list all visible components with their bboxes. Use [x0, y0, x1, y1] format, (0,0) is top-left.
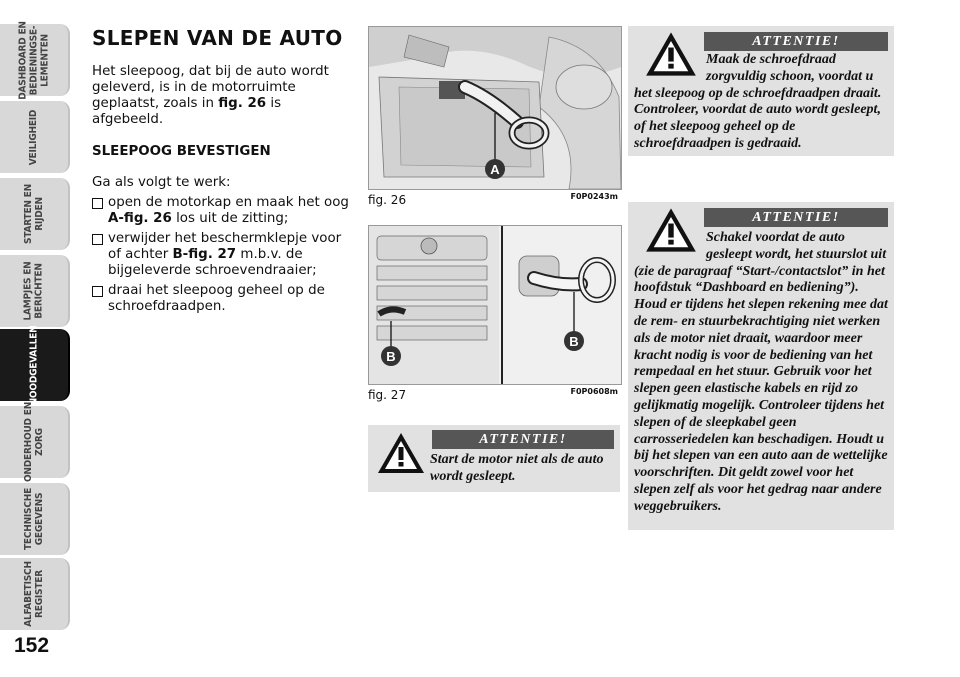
list-item	[92, 231, 352, 279]
tab-label: TECHNISCHE GEGEVENS	[23, 487, 45, 551]
tab-noodgevallen[interactable]	[0, 325, 70, 405]
warning-title: ATTENTIE!	[704, 208, 888, 227]
warning-text: Start de motor niet als de auto wordt gesleept.	[430, 452, 604, 484]
tab-onderhoud[interactable]	[0, 401, 70, 483]
step-figure-ref: B-fig. 27	[172, 247, 237, 262]
tab-starten[interactable]	[0, 178, 70, 250]
figure-code: F0P0608m	[570, 387, 618, 396]
step-figure-ref: A-fig. 26	[108, 211, 172, 226]
warning-box-thread	[628, 26, 894, 156]
figure-code: F0P0243m	[570, 192, 618, 201]
icon-float-spacer	[634, 230, 706, 260]
figure-caption	[368, 192, 620, 208]
warning-text-wrap	[634, 230, 892, 516]
tab-label: ONDERHOUD EN ZORG	[23, 401, 45, 483]
warning-title: ATTENTIE!	[704, 32, 888, 51]
tab-register[interactable]	[0, 558, 70, 630]
warning-title: ATTENTIE!	[432, 430, 614, 449]
main-text-column	[92, 26, 352, 319]
tab-lampjes[interactable]	[0, 255, 70, 327]
step-text: open de motorkap en maak het oog	[108, 195, 349, 210]
callout-a: A	[490, 162, 500, 177]
step-text: verwijder het beschermklepje voor of achter	[108, 231, 342, 262]
tab-technische[interactable]	[0, 483, 70, 555]
page-title: SLEPEN VAN DE AUTO	[92, 26, 343, 50]
step-text-end: los uit de zitting;	[171, 211, 289, 226]
figure-caption	[368, 387, 620, 403]
list-item	[92, 195, 352, 227]
warning-text: Schakel voordat de auto gesleept wordt, het stuurslot uit (zie de paragraaf “Start-/contactslot” in het hoofdstuk “Dashboard en bediening”). Houd er tijdens het slepen rekening mee dat de rem- en stuurbekrachtiging niet werken als de motor niet draait, waardoor meer kracht nodig is voor de bediening van het rempedaal en het stuur. Gebruik voor het slepen geen elastische kabels en rijd zo gelijkmatig mogelijk. Controleer tijdens het slepen of de sleepkabel geen carrosseriedelen kan beschadigen. Houdt u bij het slepen van een auto aan de wettelijke voorschriften. Dit geldt zowel voor het slepen zelf als voor het gedrag naar andere weggebruikers.	[634, 230, 888, 514]
figure-label: fig. 27	[368, 388, 407, 402]
tab-label: ALFABETISCH REGISTER	[23, 561, 45, 627]
tab-veiligheid[interactable]	[0, 101, 70, 173]
step-text-end: m.b.v. de bijgeleverde schroevendraaier;	[108, 247, 317, 278]
tab-label: DASHBOARD EN BEDIENINGSE- LEMENTEN	[17, 20, 51, 100]
warning-box-towing	[628, 202, 894, 530]
callout-b-left: B	[386, 349, 396, 364]
intro-end: is afgebeeld.	[92, 96, 282, 127]
tab-label: VEILIGHEID	[28, 109, 40, 165]
figure-26	[368, 26, 620, 208]
warning-triangle-icon	[376, 431, 426, 475]
steps-list	[92, 195, 352, 315]
warning-text: Maak de schroefdraad zorgvuldig schoon, voordat u het sleepoog op de schroefdraadpen draait. Controleer, voordat de auto wordt gesleept, of het sleepoog geheel op de schroefdraadpen is gedraaid.	[634, 52, 882, 151]
intro-paragraph	[92, 64, 352, 128]
intro-figure-ref: fig. 26	[218, 96, 267, 111]
section-title: SLEEPOOG BEVESTIGEN	[92, 144, 271, 159]
tab-label: STARTEN EN RIJDEN	[23, 184, 45, 244]
step-text: draai het sleepoog geheel op de schroefdraadpen.	[108, 283, 325, 314]
tab-label: NOODGEVALLEN	[28, 325, 40, 405]
checkbox-bullet-icon	[92, 234, 103, 245]
checkbox-bullet-icon	[92, 286, 103, 297]
intro-text: Het sleepoog, dat bij de auto wordt geleverd, is in de motorruimte geplaatst, zoals in	[92, 64, 329, 111]
list-item	[92, 283, 352, 315]
figure-label: fig. 26	[368, 193, 407, 207]
tab-label: LAMPJES EN BERICHTEN	[23, 261, 45, 321]
steps-lead: Ga als volgt te werk:	[92, 175, 231, 190]
callout-b-right: B	[569, 334, 579, 349]
front-bumper-illustration	[368, 225, 622, 385]
warning-box-engine	[368, 425, 620, 492]
tab-dashboard[interactable]	[0, 20, 70, 100]
figure-27	[368, 225, 620, 403]
warning-text-wrap	[634, 52, 892, 153]
engine-bay-illustration	[368, 26, 622, 190]
checkbox-bullet-icon	[92, 198, 103, 209]
icon-float-spacer	[634, 52, 706, 82]
page-number: 152	[14, 634, 50, 657]
